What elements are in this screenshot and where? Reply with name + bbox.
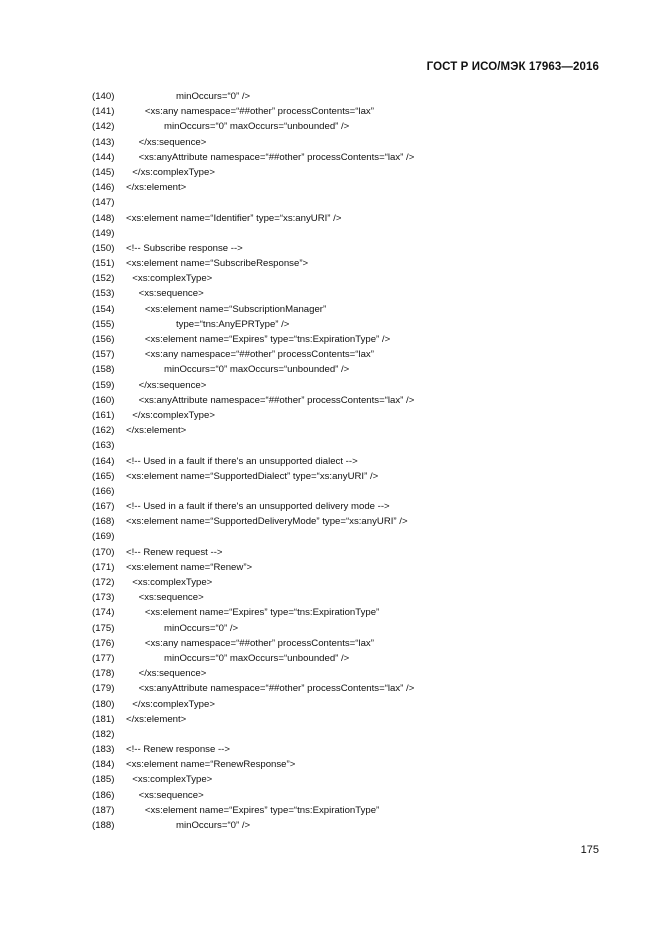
code-listing [92,89,612,833]
code-line [92,286,612,301]
code-text: </xs:sequence> [138,668,207,680]
code-line [92,697,612,712]
line-number: (160) [92,394,115,406]
line-number: (152) [92,273,115,285]
line-number: (181) [92,713,115,725]
code-line [92,727,612,742]
code-text: <xs:any namespace=“##other” processContents=“lax” [144,637,374,649]
code-text: <xs:anyAttribute namespace=“##other” processContents=“lax” /> [138,683,415,695]
code-text: <xs:anyAttribute namespace=“##other” processContents=“lax” /> [138,151,415,163]
line-number: (176) [92,637,115,649]
line-number: (141) [92,106,115,118]
code-text: <xs:sequence> [138,288,204,300]
code-text: minOccurs=“0” /> [176,91,251,102]
line-number: (188) [92,820,115,831]
code-text: <!-- Renew request --> [126,546,223,558]
code-text: </xs:sequence> [138,136,207,148]
code-text: </xs:element> [126,713,187,725]
line-number: (183) [92,744,115,756]
line-number: (173) [92,592,115,604]
code-text: </xs:sequence> [138,379,207,391]
line-number: (177) [92,652,115,664]
line-number: (148) [92,212,115,224]
code-text: <xs:element name=“Renew”> [126,561,253,573]
code-line [92,104,612,119]
line-number: (179) [92,683,115,695]
code-line [92,241,612,256]
code-line [92,681,612,696]
code-text: <xs:sequence> [138,789,204,801]
code-line [92,180,612,195]
line-number: (168) [92,516,115,528]
line-number: (170) [92,546,115,558]
code-line [92,195,612,210]
code-line [92,712,612,727]
code-line [92,772,612,787]
code-line [92,560,612,575]
code-line [92,666,612,681]
line-number: (154) [92,303,115,315]
line-number: (146) [92,182,115,194]
line-number: (164) [92,455,115,467]
code-text: </xs:element> [126,182,187,194]
code-line [92,165,612,180]
line-number: (166) [92,485,115,497]
code-text: <xs:element name=“SubscriptionManager” [144,303,327,315]
code-line [92,621,612,636]
code-line [92,423,612,438]
line-number: (175) [92,622,115,634]
code-line [92,742,612,757]
code-text: <xs:element name=“SupportedDeliveryMode” type=“xs:anyURI” /> [126,516,408,528]
code-text: </xs:complexType> [132,698,215,710]
line-number: (182) [92,728,115,740]
line-number: (153) [92,288,115,300]
code-text: minOccurs=“0” /> [164,622,239,634]
code-line [92,438,612,453]
line-number: (144) [92,151,115,163]
code-text: minOccurs=“0” maxOccurs=“unbounded” /> [164,364,350,376]
code-line [92,408,612,423]
code-line [92,529,612,544]
code-line [92,803,612,818]
line-number: (159) [92,379,115,391]
line-number: (142) [92,121,115,133]
line-number: (145) [92,166,115,178]
code-line [92,605,612,620]
code-text: <xs:element name=“Expires” type=“tns:ExpirationType” /> [144,334,391,345]
line-number: (165) [92,470,115,482]
line-number: (187) [92,804,115,816]
code-line [92,150,612,165]
line-number: (147) [92,197,115,209]
line-number: (161) [92,409,115,421]
code-text: <xs:element name=“RenewResponse”> [126,759,296,771]
code-line [92,469,612,484]
code-text: <!-- Subscribe response --> [126,242,243,254]
code-line [92,271,612,286]
line-number: (185) [92,774,115,786]
code-text: <xs:element name=“Identifier” type=“xs:anyURI” /> [126,212,342,224]
code-line [92,332,612,347]
code-line [92,651,612,666]
code-text: <!-- Used in a fault if there's an unsupported dialect --> [126,455,358,467]
code-line [92,636,612,651]
code-text: <xs:complexType> [132,273,213,285]
line-number: (169) [92,531,115,543]
code-text: </xs:complexType> [132,409,215,421]
code-line [92,256,612,271]
line-number: (172) [92,577,115,588]
code-line [92,818,612,833]
code-line [92,378,612,393]
code-line [92,575,612,590]
code-text: <xs:anyAttribute namespace=“##other” processContents=“lax” /> [138,394,415,406]
code-line [92,119,612,134]
code-line [92,545,612,560]
code-text: </xs:element> [126,425,187,437]
code-text: <xs:element name=“Expires” type=“tns:ExpirationType” [144,804,380,816]
code-text: minOccurs=“0” /> [176,820,251,831]
line-number: (149) [92,227,115,239]
code-text: <xs:sequence> [138,592,204,604]
line-number: (174) [92,607,115,619]
code-line [92,499,612,514]
code-line [92,788,612,803]
code-text: minOccurs=“0” maxOccurs=“unbounded” /> [164,121,350,133]
line-number: (150) [92,242,115,254]
line-number: (167) [92,501,115,513]
code-text: minOccurs=“0” maxOccurs=“unbounded” /> [164,652,350,664]
line-number: (143) [92,136,115,148]
code-line [92,757,612,772]
code-text: <xs:element name=“SubscribeResponse”> [126,258,309,270]
code-text: <xs:any namespace=“##other” processContents=“lax” [144,106,374,118]
line-number: (151) [92,258,115,270]
code-line [92,135,612,150]
line-number: (162) [92,425,115,437]
line-number: (171) [92,561,115,573]
code-line [92,89,612,104]
line-number: (180) [92,698,115,710]
line-number: (186) [92,789,115,801]
code-line [92,393,612,408]
code-text: </xs:complexType> [132,166,215,178]
line-number: (156) [92,334,115,345]
line-number: (158) [92,364,115,376]
line-number: (163) [92,440,115,452]
line-number: (178) [92,668,115,680]
code-text: <xs:element name=“Expires” type=“tns:ExpirationType” [144,607,380,619]
code-line [92,590,612,605]
code-text: <!-- Renew response --> [126,744,230,756]
code-text: type=“tns:AnyEPRType” /> [176,318,290,330]
page-number: 175 [580,844,599,856]
code-text: <xs:complexType> [132,774,213,786]
line-number: (157) [92,349,115,361]
code-text: <xs:element name=“SupportedDialect” type=“xs:anyURI” /> [126,470,379,482]
code-line [92,317,612,332]
code-line [92,347,612,362]
code-line [92,302,612,317]
document-header: ГОСТ Р ИСО/МЭК 17963—2016 [426,61,599,73]
line-number: (155) [92,318,115,330]
code-line [92,362,612,377]
code-line [92,211,612,226]
code-text: <xs:complexType> [132,577,213,588]
line-number: (184) [92,759,115,771]
code-line [92,226,612,241]
line-number: (140) [92,91,115,102]
code-line [92,484,612,499]
code-text: <xs:any namespace=“##other” processContents=“lax” [144,349,374,361]
code-line [92,454,612,469]
code-text: <!-- Used in a fault if there's an unsupported delivery mode --> [126,501,390,513]
code-line [92,514,612,529]
